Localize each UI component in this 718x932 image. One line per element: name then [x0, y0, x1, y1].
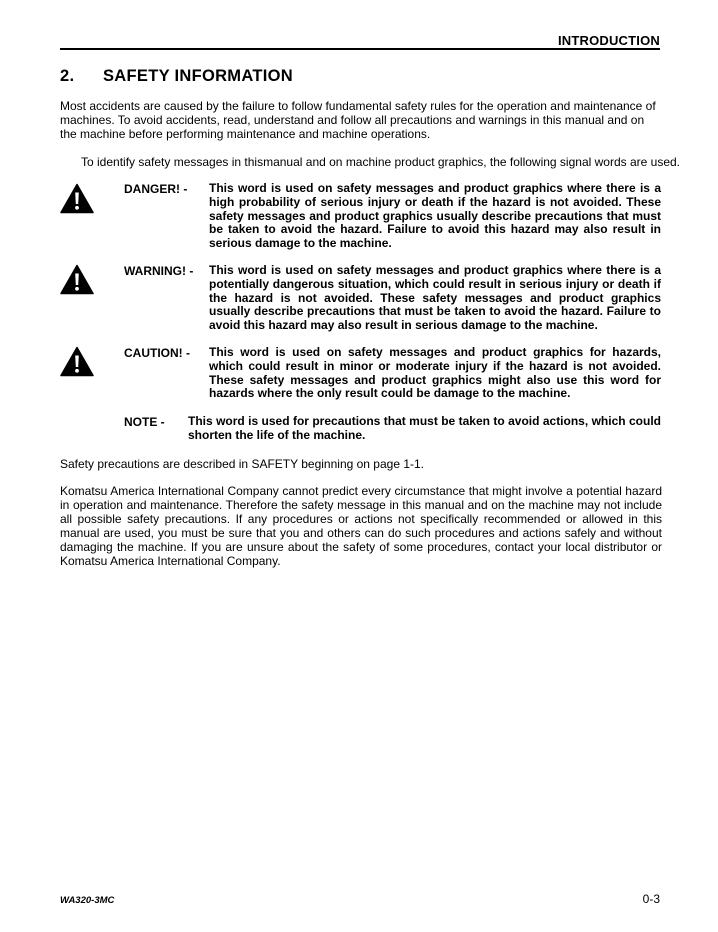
note-description: This word is used for precautions that must be taken to avoid actions, which could shorten the life of the machine. [188, 414, 661, 442]
section-heading [60, 67, 293, 86]
danger-signal-entry [60, 182, 662, 252]
warning-triangle-icon [60, 183, 94, 214]
warning-triangle-icon [60, 346, 94, 377]
footer-model-number: WA320-3MC [60, 895, 115, 906]
warning-signal-entry [60, 264, 662, 334]
warning-description: This word is used on safety messages and product graphics where there is a potentially dangerous situation, which could result in serious injury or death if the hazard is not avoided. These safety messages and product graphics usually describe precautions that must be taken to avoid the hazard. Failure to avoid this hazard may also result in serious damage to the machine. [209, 263, 661, 333]
note-label: NOTE - [124, 415, 165, 429]
danger-description: This word is used on safety messages and product graphics where there is a high probability of serious injury or death if the hazard is not avoided. These safety messages and product graphics usually describe precautions that must be taken to avoid the hazard. Failure to avoid this hazard may also result in serious damage to the machine. [209, 181, 661, 251]
warning-triangle-icon [60, 264, 94, 295]
signal-words-intro: To identify safety messages in thismanual and on machine product graphics, the following signal words are used. [81, 155, 680, 169]
footer-page-number: 0-3 [642, 892, 660, 906]
intro-paragraph: Most accidents are caused by the failure to follow fundamental safety rules for the operation and maintenance of machines. To avoid accidents, read, understand and follow all precautions and warnings in this manual and on the machine before performing maintenance and machine operations. [60, 99, 656, 141]
disclaimer-paragraph: Komatsu America International Company cannot predict every circumstance that might involve a potential hazard in operation and maintenance. Therefore the safety message in this manual and on the machine may not include all possible safety precautions. If any procedures or actions not specifically recommended or allowed in this manual are used, you must be sure that you and others can do such procedures and actions safely and without damaging the machine. If you are unsure about the safety of some procedures, contact your local distributor or Komatsu America International Company. [60, 484, 662, 568]
warning-label: WARNING! - [124, 264, 194, 278]
section-title: SAFETY INFORMATION [103, 67, 293, 85]
precautions-reference: Safety precautions are described in SAFETY beginning on page 1-1. [60, 457, 425, 471]
section-number: 2. [60, 67, 75, 85]
running-header-title: INTRODUCTION [557, 33, 660, 48]
header-rule [60, 48, 660, 50]
caution-signal-entry [60, 346, 662, 402]
note-signal-entry [60, 415, 662, 445]
caution-label: CAUTION! - [124, 346, 190, 360]
caution-description: This word is used on safety messages and product graphics for hazards, which could result in minor or moderate injury if the hazard is not avoided. These safety messages and product graphics might also use this word for hazards where the only result could be damage to the machine. [209, 345, 661, 401]
danger-label: DANGER! - [124, 182, 188, 196]
